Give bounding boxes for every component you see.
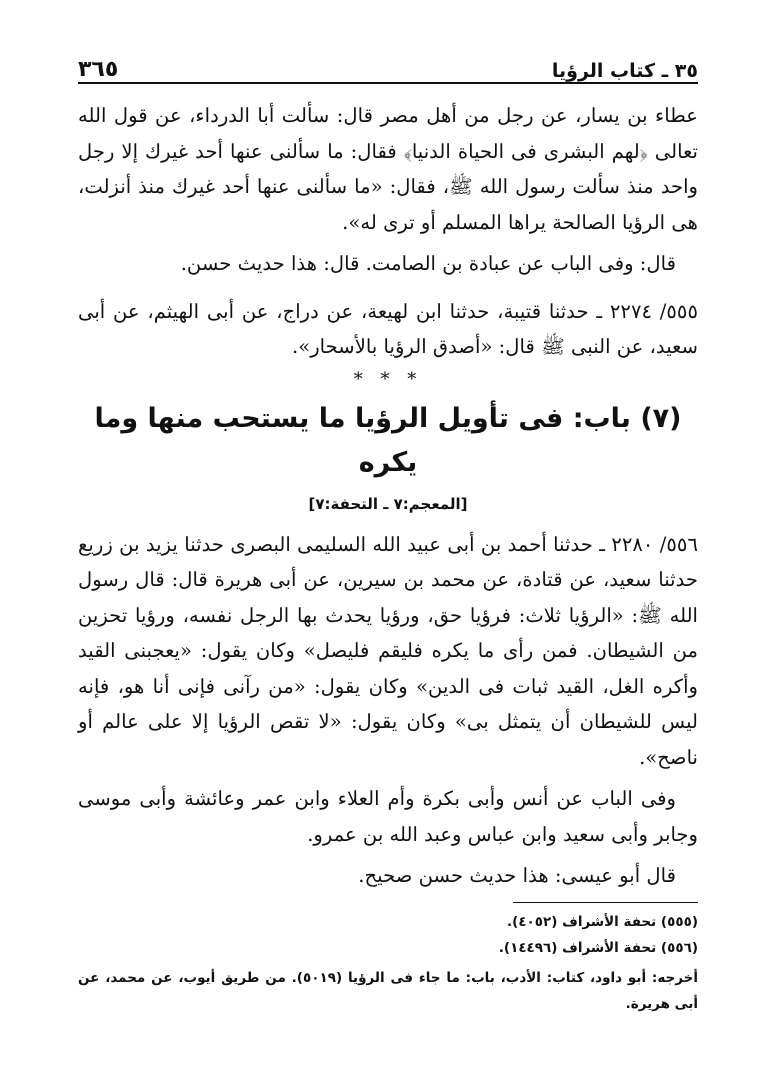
grading-note: قال أبو عيسى: هذا حديث حسن صحيح. <box>358 864 676 887</box>
running-title: ٣٥ ـ كتاب الرؤيا <box>551 60 698 82</box>
page-header <box>78 48 698 84</box>
hadith-555: ٥٥٥/ ٢٢٧٤ ـ حدثنا قتيبة، حدثنا ابن لهيعة، عن دراج، عن أبى الهيثم، عن أبى سعيد، عن النبى ﷺ قال: «أصدق الرؤيا بالأسحار». <box>78 299 698 358</box>
book-page <box>78 48 698 1017</box>
footnote-556: (٥٥٦) تحفة الأشراف (١٤٤٩٦). <box>498 939 698 956</box>
footnote-555: (٥٥٥) تحفة الأشراف (٤٠٥٢). <box>507 913 698 930</box>
chapter-note: قال: وفى الباب عن عبادة بن الصامت. قال: هذا حديث حسن. <box>180 252 676 275</box>
footnote-takhrij: أخرجه: أبو داود، كتاب: الأدب، باب: ما جاء فى الرؤيا (٥٠١٩). من طريق أيوب، عن محمد، عن أبى هريرة. <box>78 969 698 1012</box>
hadith-text-continued: عطاء بن يسار، عن رجل من أهل مصر قال: سألت أبا الدرداء، عن قول الله تعالى ﴿لهم البشرى فى الحياة الدنيا﴾ فقال: ما سألنى عنها أحد غيرك إلا رجل واحد منذ سألت رسول الله ﷺ، فقال: «ما سألنى عنها أحد غيرك منذ أنزلت، هى الرؤيا الصالحة يراها المسلم أو ترى له». <box>78 104 698 234</box>
chapter-title: (٧) باب: فى تأويل الرؤيا ما يستحب منها وما يكره <box>94 402 682 478</box>
chapter-reference: [المعجم:٧ ـ التحفة:٧] <box>308 494 468 513</box>
page-number: ٣٦٥ <box>78 57 119 82</box>
hadith-556: ٥٥٦/ ٢٢٨٠ ـ حدثنا أحمد بن أبى عبيد الله السليمى البصرى حدثنا يزيد بن زريع حدثنا سعيد، عن قتادة، عن محمد بن سيرين، عن أبى هريرة قال: قال رسول الله ﷺ: «الرؤيا ثلاث: فرؤيا حق، ورؤيا يحدث بها الرجل نفسه، ورؤيا تحزين من الشيطان. فمن رأى ما يكره فليقم فليصل» وكان يقول: «يعجبنى القيد وأكره الغل، القيد ثبات فى الدين» وكان يقول: «من رآنى فإنى أنا هو، فإنه ليس للشيطان أن يتمثل بى» وكان يقول: «لا تقص الرؤيا إلا على عالم أو ناصح». <box>78 532 698 769</box>
section-separator: * * * <box>353 368 423 390</box>
footnote-divider <box>513 902 698 903</box>
chapter-note-2: وفى الباب عن أنس وأبى بكرة وأم العلاء وابن عمر وعائشة وأبى موسى وجابر وأبى سعيد وابن عباس وعبد الله بن عمرو. <box>78 787 698 846</box>
